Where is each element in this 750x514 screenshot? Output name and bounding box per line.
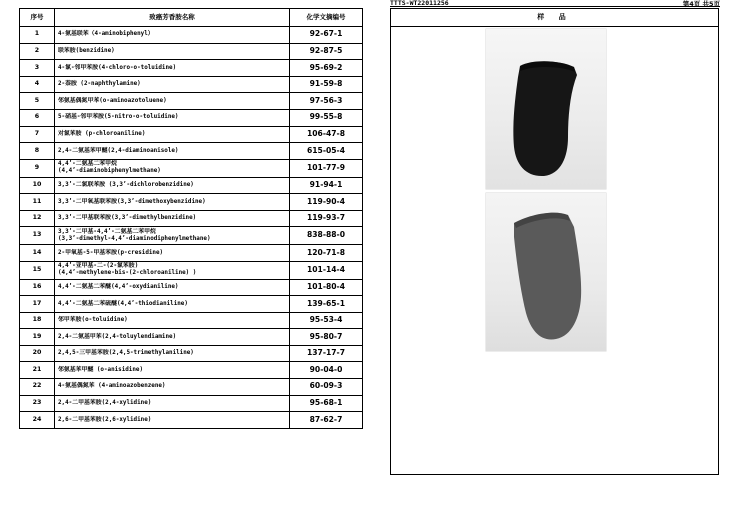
table-row: [20, 76, 363, 93]
table-row: [20, 395, 363, 412]
amine-name-cell: 4,4’-亚甲基-二-(2-氯苯胺) (4,4’-methylene-bis-(2-chloroaniline) ): [55, 261, 290, 279]
cas-number-cell: 95-80-7: [290, 329, 363, 346]
table-row: [20, 329, 363, 346]
grey-sock-image: [486, 193, 606, 351]
cas-number-cell: 90-04-0: [290, 362, 363, 379]
serial-no-cell: 10: [20, 177, 55, 194]
table-row: [20, 345, 363, 362]
serial-no-cell: 13: [20, 227, 55, 245]
amine-name-cell: 2,4-二甲基苯胺(2,4-xylidine): [55, 395, 290, 412]
serial-no-cell: 24: [20, 412, 55, 429]
cas-number-cell: 92-67-1: [290, 27, 363, 44]
amine-name-cell: 2-甲氧基-5-甲基苯胺(p-cresidine): [55, 245, 290, 262]
cas-number-cell: 119-90-4: [290, 194, 363, 211]
amine-name-cell: 2,6-二甲基苯胺(2,6-xylidine): [55, 412, 290, 429]
amine-name-cell: 2,4-二氨基甲苯(2,4-toluylendiamine): [55, 329, 290, 346]
aromatic-amine-table: [19, 8, 363, 429]
table-row: [20, 27, 363, 44]
serial-no-cell: 11: [20, 194, 55, 211]
table-row: [20, 159, 363, 177]
cas-number-cell: 97-56-3: [290, 93, 363, 110]
amine-name-cell: 邻氨基偶氮甲苯(o-aminoazotoluene): [55, 93, 290, 110]
sample-photo-black-sock: [486, 29, 606, 189]
cas-number-cell: 106-47-8: [290, 126, 363, 143]
table-row: [20, 126, 363, 143]
table-row: [20, 379, 363, 396]
amine-name-cell: 4-氨基联苯（4-aminobiphenyl）: [55, 27, 290, 44]
sample-panel: [390, 8, 719, 475]
cas-number-cell: 95-69-2: [290, 60, 363, 77]
table-row: [20, 412, 363, 429]
cas-number-cell: 92-87-5: [290, 43, 363, 60]
sample-title: 样 品: [391, 9, 718, 27]
serial-no-cell: 17: [20, 296, 55, 313]
serial-no-cell: 20: [20, 345, 55, 362]
serial-no-cell: 16: [20, 279, 55, 296]
amine-name-cell: 4,4’-二氨基二苯甲烷 (4,4’-diaminobiphenylmethane): [55, 159, 290, 177]
cas-number-cell: 101-14-4: [290, 261, 363, 279]
serial-no-cell: 14: [20, 245, 55, 262]
table-row: [20, 296, 363, 313]
cas-number-cell: 615-05-4: [290, 143, 363, 160]
serial-no-cell: 4: [20, 76, 55, 93]
table-row: [20, 261, 363, 279]
cas-number-cell: 91-94-1: [290, 177, 363, 194]
table-row: [20, 194, 363, 211]
table-row: [20, 177, 363, 194]
serial-no-cell: 18: [20, 312, 55, 329]
serial-no-cell: 8: [20, 143, 55, 160]
cas-number-cell: 95-68-1: [290, 395, 363, 412]
page-indicator: 第4页 共5页: [682, 0, 720, 8]
table-row: [20, 312, 363, 329]
amine-name-cell: 3,3’-二氯联苯胺 (3,3’-dichlorobenzidine): [55, 177, 290, 194]
cas-number-cell: 91-59-8: [290, 76, 363, 93]
amine-name-cell: 2,4-二氨基苯甲醚(2,4-diaminoanisole): [55, 143, 290, 160]
table-row: [20, 362, 363, 379]
header-cas-no: 化学文摘编号: [290, 9, 363, 27]
table-body: [20, 27, 363, 429]
sample-photo-grey-sock: [486, 193, 606, 351]
serial-no-cell: 12: [20, 210, 55, 227]
header-divider: [390, 6, 720, 7]
cas-number-cell: 99-55-8: [290, 109, 363, 126]
amine-name-cell: 4,4’-二氨基二苯硫醚(4,4’-thiodianiline): [55, 296, 290, 313]
serial-no-cell: 6: [20, 109, 55, 126]
amine-name-cell: 3,3’-二甲基联苯胺(3,3’-dimethylbenzidine): [55, 210, 290, 227]
table-row: [20, 143, 363, 160]
table-row: [20, 279, 363, 296]
table-row: [20, 43, 363, 60]
serial-no-cell: 19: [20, 329, 55, 346]
header-amine-name: 致癌芳香胺名称: [55, 9, 290, 27]
table-header-row: [20, 9, 363, 27]
page-header: [390, 0, 720, 7]
table-row: [20, 93, 363, 110]
table-row: [20, 227, 363, 245]
serial-no-cell: 7: [20, 126, 55, 143]
amine-name-cell: 3,3’-二甲氧基联苯胺(3,3’-dimethoxybenzidine): [55, 194, 290, 211]
cas-number-cell: 120-71-8: [290, 245, 363, 262]
amine-name-cell: 4,4’-二氨基二苯醚(4,4’-oxydianiline): [55, 279, 290, 296]
black-sock-image: [486, 29, 606, 189]
serial-no-cell: 23: [20, 395, 55, 412]
cas-number-cell: 95-53-4: [290, 312, 363, 329]
cas-number-cell: 139-65-1: [290, 296, 363, 313]
amine-name-cell: 3,3’-二甲基-4,4’-二氨基二苯甲烷 (3,3’-dimethyl-4,4’-diaminodiphenylmethane): [55, 227, 290, 245]
cas-number-cell: 60-09-3: [290, 379, 363, 396]
cas-number-cell: 838-88-0: [290, 227, 363, 245]
amine-name-cell: 2,4,5-三甲基苯胺(2,4,5-trimethylaniline): [55, 345, 290, 362]
serial-no-cell: 2: [20, 43, 55, 60]
header-serial-no: 序号: [20, 9, 55, 27]
amine-name-cell: 4-氯-邻甲苯胺(4-chloro-o-toluidine): [55, 60, 290, 77]
serial-no-cell: 22: [20, 379, 55, 396]
cas-number-cell: 137-17-7: [290, 345, 363, 362]
amine-name-cell: 对氯苯胺 (p-chloroaniline): [55, 126, 290, 143]
cas-number-cell: 119-93-7: [290, 210, 363, 227]
amine-name-cell: 2-萘胺 (2-naphthylamine): [55, 76, 290, 93]
serial-no-cell: 15: [20, 261, 55, 279]
amine-name-cell: 5-硝基-邻甲苯胺(5-nitro-o-toluidine): [55, 109, 290, 126]
serial-no-cell: 5: [20, 93, 55, 110]
serial-no-cell: 9: [20, 159, 55, 177]
serial-no-cell: 21: [20, 362, 55, 379]
amine-name-cell: 邻氨基苯甲醚 (o-anisidine): [55, 362, 290, 379]
table-row: [20, 245, 363, 262]
table-row: [20, 60, 363, 77]
amine-name-cell: 联苯胺(benzidine): [55, 43, 290, 60]
cas-number-cell: 87-62-7: [290, 412, 363, 429]
cas-number-cell: 101-77-9: [290, 159, 363, 177]
amine-name-cell: 邻甲苯胺(o-toluidine): [55, 312, 290, 329]
cas-number-cell: 101-80-4: [290, 279, 363, 296]
report-number: TTTS-WT22011256: [390, 0, 449, 7]
serial-no-cell: 1: [20, 27, 55, 44]
amine-name-cell: 4-氨基偶氮苯 (4-aminoazobenzene): [55, 379, 290, 396]
serial-no-cell: 3: [20, 60, 55, 77]
table-row: [20, 109, 363, 126]
table-row: [20, 210, 363, 227]
